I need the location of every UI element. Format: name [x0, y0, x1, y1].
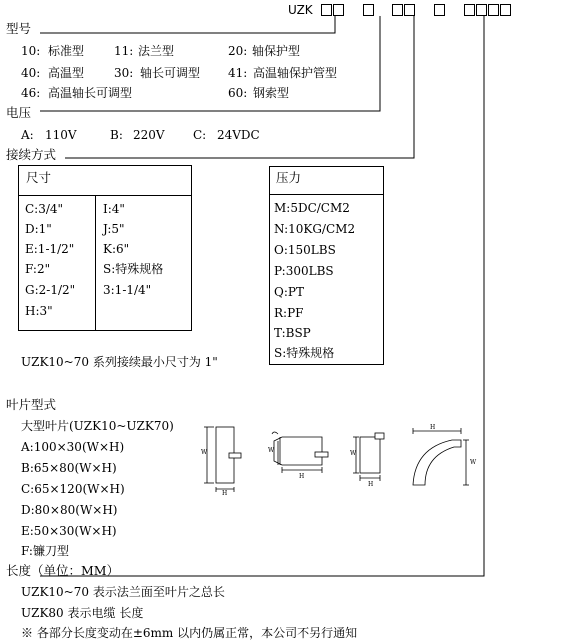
dim-w-label: W	[470, 459, 477, 466]
model-code: 40:	[21, 66, 41, 80]
pressure-option: T:BSP	[274, 326, 311, 340]
pressure-option: N:10KG/CM2	[274, 222, 356, 236]
model-name: 标准型	[48, 44, 85, 58]
voltage-value: 220V	[133, 128, 165, 142]
size-option: G:2-1/2"	[25, 283, 76, 297]
blade-item: D:80×80(W×H)	[21, 503, 118, 517]
size-option: E:1-1/2"	[25, 242, 75, 256]
dim-h-label: H	[368, 481, 374, 488]
connection-note: UZK10~70 系列接续最小尺寸为 1"	[21, 355, 218, 369]
model-name: 高温轴长可调型	[48, 86, 133, 100]
model-name: 法兰型	[138, 44, 175, 58]
blade-shape-b-diagram	[272, 432, 328, 473]
pressure-option: O:150LBS	[274, 243, 336, 257]
model-name: 高温型	[48, 66, 85, 80]
pressure-option: Q:PT	[274, 285, 304, 299]
size-option: J:5"	[103, 222, 125, 236]
blade-item: C:65×120(W×H)	[21, 482, 125, 496]
pressure-option: S:特殊规格	[274, 346, 335, 360]
size-option: D:1"	[25, 222, 52, 236]
blade-item: 大型叶片(UZK10~UZK70)	[21, 419, 174, 433]
blade-shape-a-diagram	[204, 427, 241, 492]
length-line: UZK80 表示电缆 长度	[21, 606, 144, 620]
dim-h-label: H	[222, 490, 228, 497]
model-code: 20:	[228, 44, 248, 58]
voltage-code: A:	[21, 128, 34, 142]
blade-item: E:50×30(W×H)	[21, 524, 117, 538]
voltage-code: B:	[110, 128, 123, 142]
blade-item: A:100×30(W×H)	[21, 440, 125, 454]
size-option: F:2"	[25, 262, 51, 276]
model-code: 60:	[228, 86, 248, 100]
size-option: 3:1-1/4"	[103, 283, 152, 297]
model-name: 轴长可调型	[140, 66, 201, 80]
pressure-option: R:PF	[274, 306, 304, 320]
pressure-table-title: 压力	[276, 170, 302, 185]
model-code: 11:	[114, 44, 134, 58]
blade-heading: 叶片型式	[6, 397, 57, 412]
blade-item: F:镰刀型	[21, 544, 69, 558]
dim-h-label: H	[299, 473, 305, 480]
dim-w-label: W	[268, 447, 275, 454]
size-table-title: 尺寸	[26, 170, 52, 185]
voltage-value: 24VDC	[217, 128, 260, 142]
length-heading: 长度（单位：MM）	[6, 563, 120, 578]
model-name: 高温轴保护管型	[253, 66, 338, 80]
length-line: UZK10~70 表示法兰面至叶片之总长	[21, 585, 225, 599]
pressure-option: M:5DC/CM2	[274, 201, 350, 215]
pressure-option: P:300LBS	[274, 264, 334, 278]
voltage-value: 110V	[45, 128, 77, 142]
voltage-code: C:	[193, 128, 207, 142]
model-name: 钢索型	[253, 86, 290, 100]
dim-w-label: W	[201, 449, 208, 456]
size-option: S:特殊规格	[103, 262, 164, 276]
length-line: ※ 各部分长度变动在±6mm 以内仍属正常，本公司不另行通知	[21, 626, 358, 640]
blade-item: B:65×80(W×H)	[21, 461, 117, 475]
model-heading: 型号	[6, 21, 32, 36]
blade-shape-f-diagram	[413, 428, 469, 485]
dim-w-label: W	[350, 450, 357, 457]
size-option: C:3/4"	[25, 202, 64, 216]
model-code: 46:	[21, 86, 41, 100]
size-option: H:3"	[25, 304, 53, 318]
connection-heading: 接续方式	[6, 147, 57, 162]
model-code: 10:	[21, 44, 41, 58]
dim-h-label: H	[430, 424, 436, 431]
blade-shape-c-diagram	[353, 433, 384, 481]
model-code-prefix: UZK	[288, 3, 313, 17]
model-code: 30:	[114, 66, 134, 80]
voltage-heading: 电压	[6, 105, 32, 120]
model-code: 41:	[228, 66, 248, 80]
size-option: I:4"	[103, 202, 125, 216]
model-name: 轴保护型	[252, 44, 301, 58]
size-option: K:6"	[103, 242, 130, 256]
